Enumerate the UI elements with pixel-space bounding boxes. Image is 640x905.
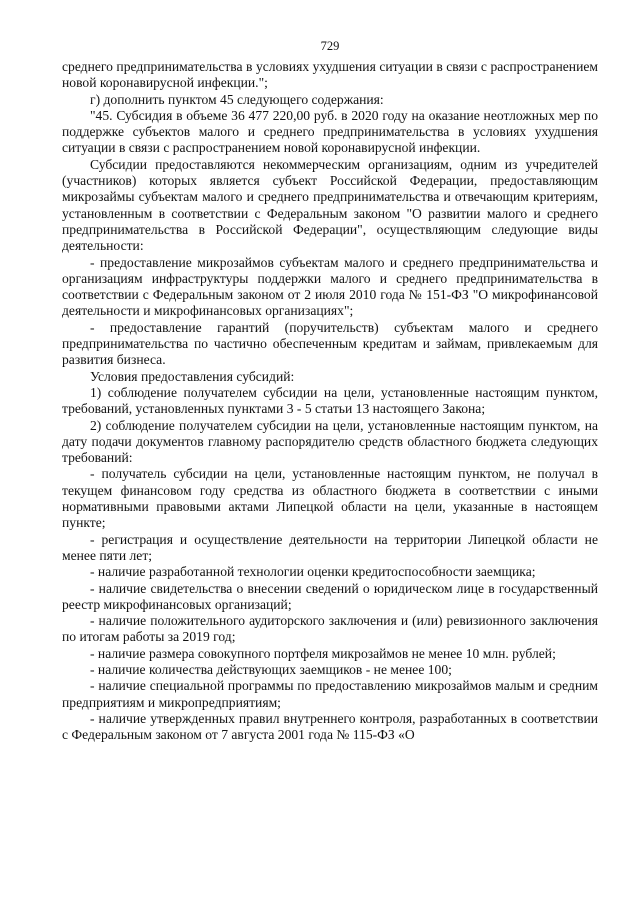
paragraph: - наличие размера совокупного портфеля микрозаймов не менее 10 млн. рублей; [90,645,556,661]
paragraph: - наличие свидетельства о внесении сведений о юридическом лице в государственный реестр микрофинансовых организаций; [62,580,598,612]
paragraph: "45. Субсидия в объеме 36 477 220,00 руб. в 2020 году на оказание неотложных мер по поддержке субъектов малого и среднего предпринимательства в условиях ухудшения ситуации в связи с распространением новой коронавирусной инфекции. [62,107,598,156]
paragraph: г) дополнить пунктом 45 следующего содержания: [90,91,384,107]
paragraph: - регистрация и осуществление деятельности на территории Липецкой области не менее пяти лет; [62,531,598,563]
paragraph: среднего предпринимательства в условиях ухудшения ситуации в связи с распространением новой коронавирусной инфекции."; [62,59,598,91]
paragraph: - получатель субсидии на цели, установленные настоящим пунктом, не получал в текущем финансовом году средства из областного бюджета в соответствии с иными нормативными правовыми актами Липецкой области на цели, указанные в настоящем пункте; [62,466,598,531]
paragraph: - наличие разработанной технологии оценки кредитоспособности заемщика; [90,564,536,580]
paragraph: - наличие положительного аудиторского заключения и (или) ревизионного заключения по итогам работы за 2019 год; [62,613,598,645]
paragraph: 2) соблюдение получателем субсидии на цели, установленные настоящим пунктом, на дату подачи документов главному распорядителю средств областного бюджета следующих требований: [62,417,598,466]
paragraph: - предоставление гарантий (поручительств) субъектам малого и среднего предпринимательства по частично обеспеченным кредитам и займам, привлекаемым для развития бизнеса. [62,319,598,368]
paragraph: - наличие утвержденных правил внутреннего контроля, разработанных в соответствии с Федеральным законом от 7 августа 2001 года № 115-ФЗ «О [62,710,598,743]
document-body [62,59,598,743]
paragraph: - наличие специальной программы по предоставлению микрозаймов малым и средним предприятиям и микропредприятиям; [62,678,598,710]
paragraph: - наличие количества действующих заемщиков - не менее 100; [90,661,452,677]
paragraph: Субсидии предоставляются некоммерческим организациям, одним из учредителей (участников) которых является субъект Российской Федерации, предоставляющим микрозаймы субъектам малого и среднего предпринимательства и отвечающим критериям, установленным в соответствии с Федеральным законом "О развитии малого и среднего предпринимательства в Российской Федерации", осуществляющим следующие виды деятельности: [62,156,598,254]
document-page [62,0,598,905]
paragraph: 1) соблюдение получателем субсидии на цели, установленные настоящим пунктом, требований, установленных пунктами 3 - 5 статьи 13 настоящего Закона; [62,384,598,417]
paragraph: - предоставление микрозаймов субъектам малого и среднего предпринимательства и организациям инфраструктуры поддержки малого и среднего предпринимательства в соответствии с Федеральным законом от 2 июля 2010 года № 151-ФЗ "О микрофинансовой деятельности и микрофинансовых организациях"; [62,254,598,319]
page-number: 729 [320,39,340,53]
paragraph: Условия предоставления субсидий: [90,368,295,384]
